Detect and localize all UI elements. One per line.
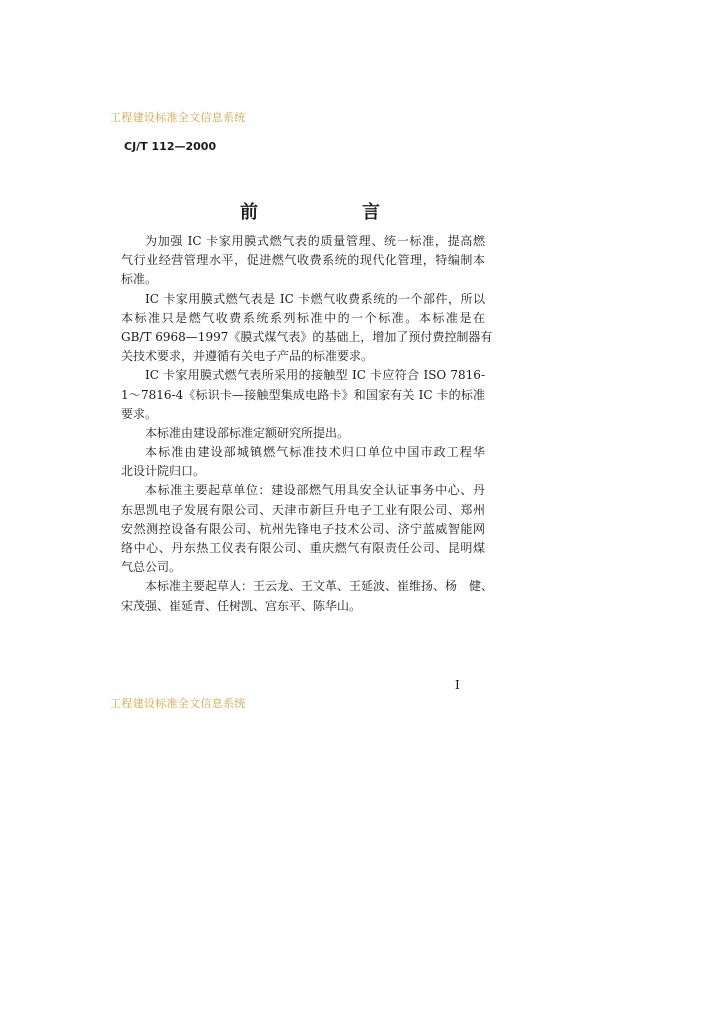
text-line: 要求。 (121, 406, 158, 421)
text-line: 标准。 (121, 272, 158, 287)
text-line: 1～7816-4《标识卡—接触型集成电路卡》和国家有关 IC 卡的标准 (121, 387, 485, 402)
page-number: I (455, 678, 460, 692)
text-line: 安然测控设备有限公司、杭州先锋电子技术公司、济宁蓝威智能网 (121, 521, 485, 536)
title-char-1: 前 (240, 202, 258, 223)
text-line: 本标准只是燃气收费系统系列标准中的一个标准。本标准是在 (121, 310, 485, 325)
standard-code: CJ/T 112—2000 (124, 140, 217, 153)
text-line: 本标准主要起草人：王云龙、王文革、王延波、崔维扬、杨 健、 (145, 579, 494, 594)
text-line: 本标准主要起草单位：建设部燃气用具安全认证事务中心、丹 (145, 483, 485, 498)
text-line: IC 卡家用膜式燃气表是 IC 卡燃气收费系统的一个部件，所以 (145, 291, 485, 306)
text-line: 东思凯电子发展有限公司、天津市新巨升电子工业有限公司、郑州 (121, 502, 485, 517)
text-line: 为加强 IC 卡家用膜式燃气表的质量管理、统一标准，提高燃 (145, 234, 485, 248)
text-line: 气行业经营管理水平，促进燃气收费系统的现代化管理，特编制本 (121, 253, 485, 268)
text-line: 络中心、丹东热工仪表有限公司、重庆燃气有限责任公司、昆明煤 (121, 541, 485, 555)
text-line: 本标准由建设部标准定额研究所提出。 (145, 425, 350, 440)
watermark-top: 工程建设标准全文信息系统 (110, 111, 246, 124)
page-title (240, 198, 380, 224)
text-line: 本标准由建设部城镇燃气标准技术归口单位中国市政工程华 (145, 445, 485, 460)
watermark-bottom: 工程建设标准全文信息系统 (110, 697, 246, 710)
text-line: 北设计院归口。 (121, 464, 206, 479)
text-line: 关技术要求，并遵循有关电子产品的标准要求。 (121, 349, 374, 364)
text-line: IC 卡家用膜式燃气表所采用的接触型 IC 卡应符合 ISO 7816- (145, 368, 485, 383)
text-line: 气总公司。 (121, 560, 182, 575)
text-line: 宋茂强、崔延青、任树凯、宫东平、陈华山。 (121, 598, 362, 613)
foreword-body (121, 232, 494, 616)
text-line: GB/T 6968—1997《膜式煤气表》的基础上，增加了预付费控制器有 (121, 329, 493, 344)
title-char-2: 言 (362, 202, 380, 223)
